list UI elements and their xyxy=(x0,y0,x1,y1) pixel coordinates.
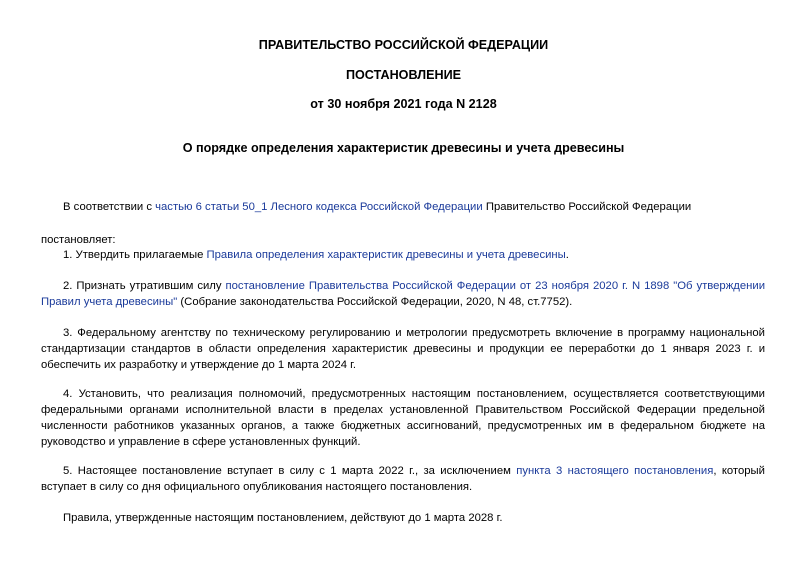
issuer-heading: ПРАВИТЕЛЬСТВО РОССИЙСКОЙ ФЕДЕРАЦИИ xyxy=(258,38,549,52)
item-5-text-before: 5. Настоящее постановление вступает в силу с 1 марта 2022 г., за исключением xyxy=(63,465,517,477)
preamble-text-after: Правительство Российской Федерации xyxy=(482,201,692,213)
preamble-law-link[interactable]: частью 6 статьи 50_1 Лесного кодекса Российской Федерации xyxy=(155,201,483,213)
rules-validity-paragraph: Правила, утвержденные настоящим постановлением, действуют до 1 марта 2028 г. xyxy=(63,512,503,524)
document-title: О порядке определения характеристик древесины и учета древесины xyxy=(182,141,625,155)
item-5-text-after: , который вступает в силу со дня официального опубликования настоящего постановления. xyxy=(41,465,765,493)
item-3-paragraph: 3. Федеральному агентству по техническому регулированию и метрологии предусмотреть включение в программу национальной стандартизации стандартов в области определения характеристик древесины и продукции ее переработки до 1 января 2023 г. и обеспечить их разработку и утверждение до 1 марта 2024 г. xyxy=(41,327,765,371)
item-5-paragraph xyxy=(41,463,765,495)
item-1-text-before: 1. Утвердить прилагаемые xyxy=(63,249,207,261)
repealed-resolution-link[interactable]: постановление Правительства Российской Федерации от 23 ноября 2020 г. N 1898 "Об утверждении Правил учета древесины" xyxy=(41,280,766,308)
resolves-line: постановляет: xyxy=(41,234,116,246)
item-1-paragraph xyxy=(41,247,765,263)
item-4-paragraph: 4. Установить, что реализация полномочий, предусмотренных настоящим постановлением, осуществляется соответствующими федеральными органами исполнительной власти в пределах установленной Правительством Российской Федерации предельной численности работников указанных органов, а также бюджетных ассигнований, предусмотренных им в федеральном бюджете на руководство и управление в сфере установленных функций. xyxy=(41,388,765,448)
item-2-text-before: 2. Признать утратившим силу xyxy=(63,280,226,292)
rules-link[interactable]: Правила определения характеристик древесины и учета древесины xyxy=(206,249,566,261)
document-type-heading: ПОСТАНОВЛЕНИЕ xyxy=(345,68,462,82)
item-1-text-after: . xyxy=(565,249,569,261)
item-2-paragraph xyxy=(41,278,765,310)
preamble-paragraph xyxy=(41,199,765,215)
date-number-heading: от 30 ноября 2021 года N 2128 xyxy=(310,97,497,111)
item-3-reference-link[interactable]: пункта 3 настоящего постановления xyxy=(516,465,714,477)
preamble-text-before: В соответствии с xyxy=(63,201,156,213)
item-2-text-after: (Собрание законодательства Российской Федерации, 2020, N 48, ст.7752). xyxy=(177,296,573,308)
